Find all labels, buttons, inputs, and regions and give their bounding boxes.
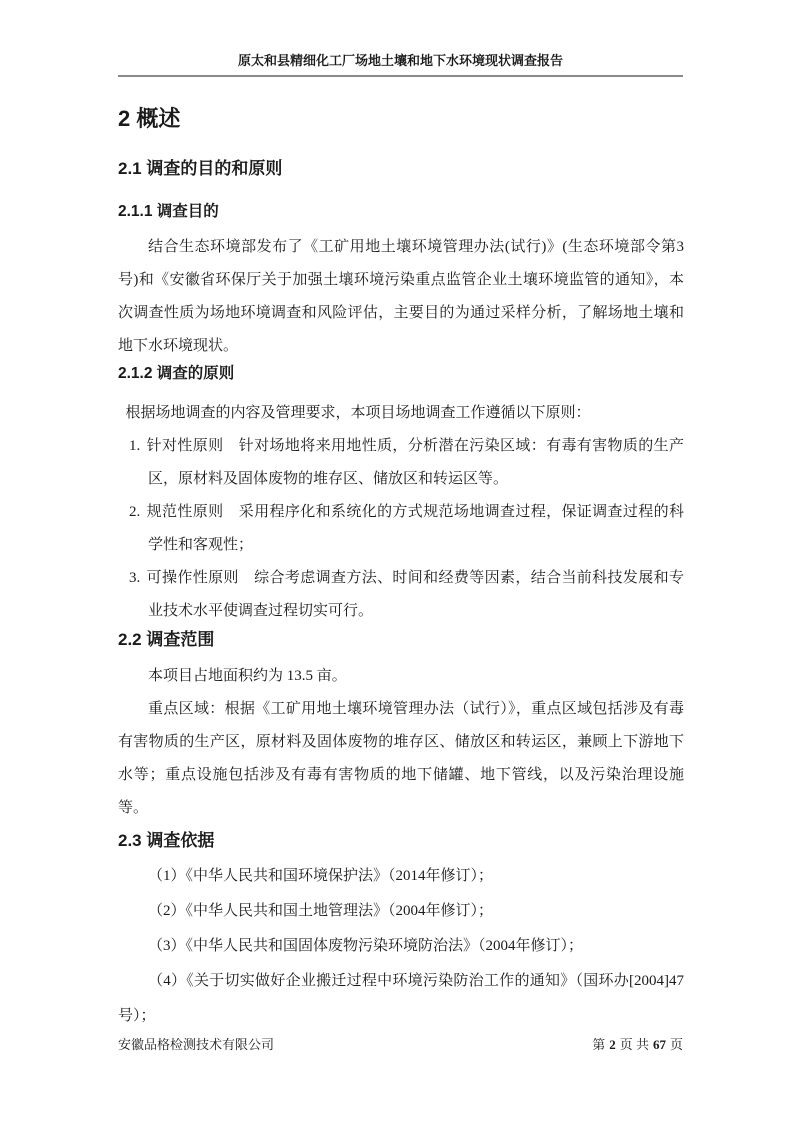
references-list: [118, 859, 684, 1034]
section-heading-2-1: 2.1 调查的目的和原则: [118, 159, 283, 178]
footer-page-info: [588, 1036, 683, 1054]
section-heading-2-2: 2.2 调查范围: [118, 630, 215, 649]
footer-page-number: 2: [609, 1037, 616, 1052]
reference-item: （4）《关于切实做好企业搬迁过程中环境污染防治工作的通知》（国环办[2004]47号）；: [118, 973, 684, 1024]
page-footer: [118, 1036, 683, 1054]
footer-company: 安徽品格检测技术有限公司: [118, 1037, 275, 1052]
footer-total-pages: 67: [652, 1037, 666, 1052]
subsection-heading-2-1-2: 2.1.2 调查的原则: [118, 365, 235, 382]
list-item-number: 1.: [129, 438, 141, 454]
reference-item: （3）《中华人民共和国固体废物污染环境防治法》（2004年修订）；: [148, 938, 584, 954]
footer-label-ye: 页: [669, 1037, 683, 1052]
list-item-text: 规范性原则 采用程序化和系统化的方式规范场地调查过程，保证调查过程的科学性和客观性；: [146, 504, 684, 553]
page-header: [118, 52, 683, 77]
list-item-text: 可操作性原则 综合考虑调查方法、时间和经费等因素，结合当前科技发展和专业技术水平使调查过程切实可行。: [146, 570, 684, 619]
list-item: [118, 496, 684, 562]
paragraph-principles-intro: 根据场地调查的内容及管理要求，本项目场地调查工作遵循以下原则：: [125, 405, 591, 421]
reference-item: （1）《中华人民共和国环境保护法》（2014年修订）；: [148, 868, 494, 884]
document-body: [118, 95, 684, 1034]
paragraph-scope-detail: 重点区域：根据《工矿用地土壤环境管理办法（试行）》，重点区域包括涉及有毒有害物质的生产区，原材料及固体废物的堆存区、储放区和转运区，兼顾上下游地下水等；重点设施包括涉及有毒有害物质的地下储罐、地下管线，以及污染治理设施等。: [118, 701, 684, 816]
footer-label-di: 第: [592, 1037, 606, 1052]
subsection-heading-2-1-1: 2.1.1 调查目的: [118, 203, 219, 220]
header-title: 原太和县精细化工厂场地土壤和地下水环境现状调查报告: [237, 53, 563, 68]
list-item: [118, 562, 684, 628]
list-item-text: 针对性原则 针对场地将来用地性质，分析潜在污染区域：有毒有害物质的生产区，原材料及固体废物的堆存区、储放区和转运区等。: [146, 438, 684, 487]
paragraph-scope-area: 本项目占地面积约为 13.5 亩。: [148, 668, 347, 684]
principles-list: [118, 430, 684, 628]
list-item: [118, 430, 684, 496]
section-heading-2-3: 2.3 调查依据: [118, 831, 215, 850]
footer-label-ye-gong: 页 共: [619, 1037, 649, 1052]
paragraph-purpose: 结合生态环境部发布了《工矿用地土壤环境管理办法(试行)》(生态环境部令第3号)和《安徽省环保厅关于加强土壤环境污染重点监管企业土壤环境监管的通知》，本次调查性质为场地环境调查和风险评估，主要目的为通过采样分析，了解场地土壤和地下水环境现状。: [118, 239, 684, 354]
chapter-heading: 2 概述: [118, 106, 181, 131]
list-item-number: 3.: [129, 570, 141, 586]
list-item-number: 2.: [129, 504, 141, 520]
reference-item: （2）《中华人民共和国土地管理法》（2004年修订）；: [148, 903, 494, 919]
